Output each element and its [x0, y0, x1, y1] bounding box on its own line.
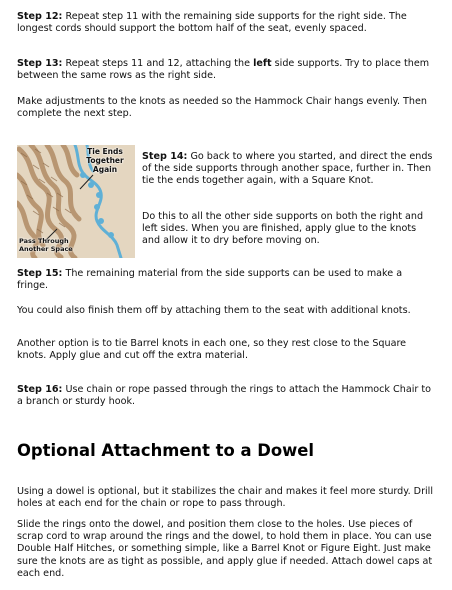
step-13-text-before: Repeat steps 11 and 12, attaching the: [62, 58, 254, 69]
dowel-paragraph-2: Slide the rings onto the dowel, and position them close to the holes. Use pieces of scrap cord to wrap around the rings and the dowel, to hold them in place. You can use Double Half Hitches, or something simple, like a Barrel Knot or Figure Eight. Just make sure the knots are as tight as possible, and apply glue if needed. Attach dowel caps at each end.: [17, 519, 433, 579]
step-13-label: Step 13:: [17, 58, 63, 69]
step-16-label: Step 16:: [17, 384, 63, 395]
step-15-label: Step 15:: [17, 268, 63, 279]
figure-caption-top: Tie Ends Together Again: [86, 147, 124, 174]
step-14-paragraph: [142, 151, 435, 188]
step-13-text-after: side supports. Try to place them between the same rows as the right side.: [17, 58, 430, 82]
step-13-bold-word: left: [253, 58, 272, 69]
step-12-paragraph: [17, 11, 435, 35]
step-15-text: The remaining material from the side supports can be used to make a fringe.: [17, 268, 403, 292]
step-15-paragraph: [17, 268, 435, 292]
hammock-knot-photo: [17, 145, 135, 258]
step-13-paragraph: [17, 58, 435, 82]
step-14-label: Step 14:: [142, 151, 188, 162]
step-14-paragraph-2: Do this to all the other side supports on both the right and left sides. When you are finished, apply glue to the knots and allow it to dry before moving on.: [142, 211, 424, 247]
step-12-text: Repeat step 11 with the remaining side supports for the right side. The longest cords should support the bottom half of the seat, evenly spaced.: [17, 11, 407, 35]
adjust-paragraph: Make adjustments to the knots as needed so the Hammock Chair hangs evenly. Then complete the next step.: [17, 96, 427, 120]
step-14-text: Go back to where you started, and direct the ends of the side supports through another space, further in. Then tie the ends together again, with a Square Knot.: [142, 151, 433, 187]
step-12-label: Step 12:: [17, 11, 63, 22]
step-16-text: Use chain or rope passed through the rings to attach the Hammock Chair to a branch or sturdy hook.: [17, 384, 431, 408]
figure-caption-bottom: Pass Through Another Space: [19, 237, 73, 253]
dowel-paragraph-1: Using a dowel is optional, but it stabilizes the chair and makes it feel more sturdy. Drill holes at each end for the chain or rope to pass through.: [17, 486, 434, 510]
section-heading: Optional Attachment to a Dowel: [17, 441, 314, 460]
step-15-paragraph-3: Another option is to tie Barrel knots in each one, so they rest close to the Square knots. Apply glue and cut off the extra material.: [17, 338, 407, 362]
step-16-paragraph: [17, 384, 435, 408]
step-15-paragraph-2: You could also finish them off by attaching them to the seat with additional knots.: [17, 305, 411, 316]
